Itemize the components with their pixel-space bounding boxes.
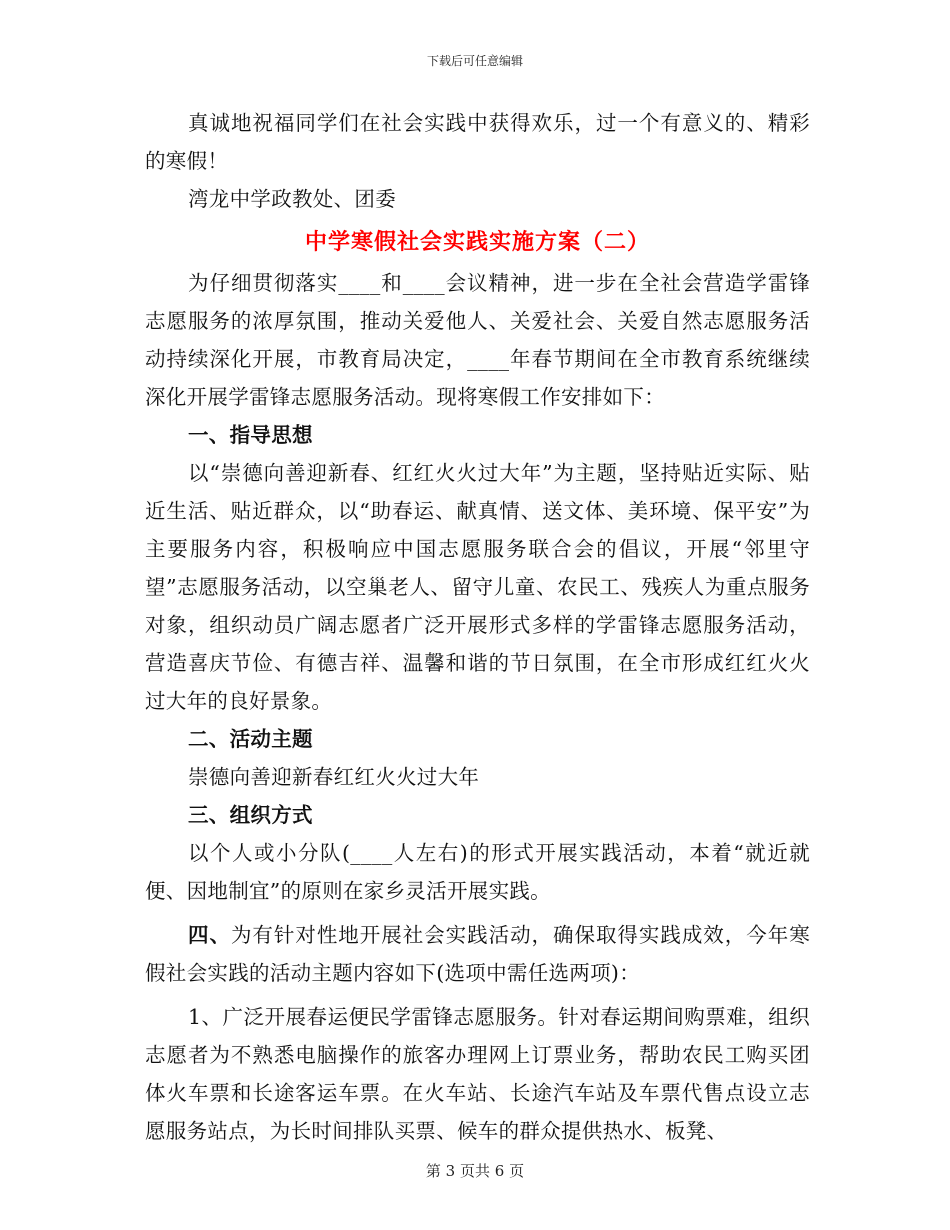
intro-paragraph: 为仔细贯彻落实____和____会议精神，进一步在全社会营造学雷锋志愿服务的浓厚氛围，推动关爱他人、关爱社会、关爱自然志愿服务活动持续深化开展，市教育局决定，____年春节期间在全市教育系统继续深化开展学雷锋志愿服务活动。现将寒假工作安排如下： xyxy=(145,271,810,409)
section3-paragraph: 以个人或小分队(____人左右)的形式开展实践活动，本着“就近就便、因地制宜”的原则在家乡灵活开展实践。 xyxy=(145,841,810,903)
document-title: 中学寒假社会实践实施方案（二） xyxy=(304,229,650,255)
section2-paragraph: 崇德向善迎新春红红火火过大年 xyxy=(188,765,480,789)
section2-heading: 二、活动主题 xyxy=(188,727,313,751)
section4-paragraph xyxy=(145,916,810,992)
page-header-note: 下载后可任意编辑 xyxy=(426,54,523,68)
section4-label: 四、 xyxy=(188,923,231,947)
closing-paragraph: 真诚地祝福同学们在社会实践中获得欢乐，过一个有意义的、精彩的寒假！ xyxy=(145,111,810,173)
section4-text: 为有针对性地开展社会实践活动，确保取得实践成效，今年寒假社会实践的活动主题内容如下(选项中需任选两项)： xyxy=(145,923,810,985)
section1-paragraph: 以“崇德向善迎新春、红红火火过大年”为主题，坚持贴近实际、贴近生活、贴近群众，以“助春运、献真情、送文体、美环境、保平安”为主要服务内容，积极响应中国志愿服务联合会的倡议，开展“邻里守望”志愿服务活动，以空巢老人、留守儿童、农民工、残疾人为重点服务对象，组织动员广阔志愿者广泛开展形式多样的学雷锋志愿服务活动，营造喜庆节俭、有德吉祥、温馨和谐的节日氛围，在全市形成红红火火过大年的良好景象。 xyxy=(145,461,810,713)
section1-heading: 一、指导思想 xyxy=(188,423,313,447)
document-body xyxy=(145,104,810,1150)
item1-paragraph: 1、广泛开展春运便民学雷锋志愿服务。针对春运期间购票难，组织志愿者为不熟悉电脑操作的旅客办理网上订票业务，帮助农民工购买团体火车票和长途客运车票。在火车站、长途汽车站及车票代售点设立志愿服务站点，为长时间排队买票、候车的群众提供热水、板凳、 xyxy=(145,1005,810,1143)
signature: 湾龙中学政教处、团委 xyxy=(188,187,396,211)
section3-heading: 三、组织方式 xyxy=(188,803,313,827)
page-footer-number: 第 3 页共 6 页 xyxy=(425,1162,525,1180)
